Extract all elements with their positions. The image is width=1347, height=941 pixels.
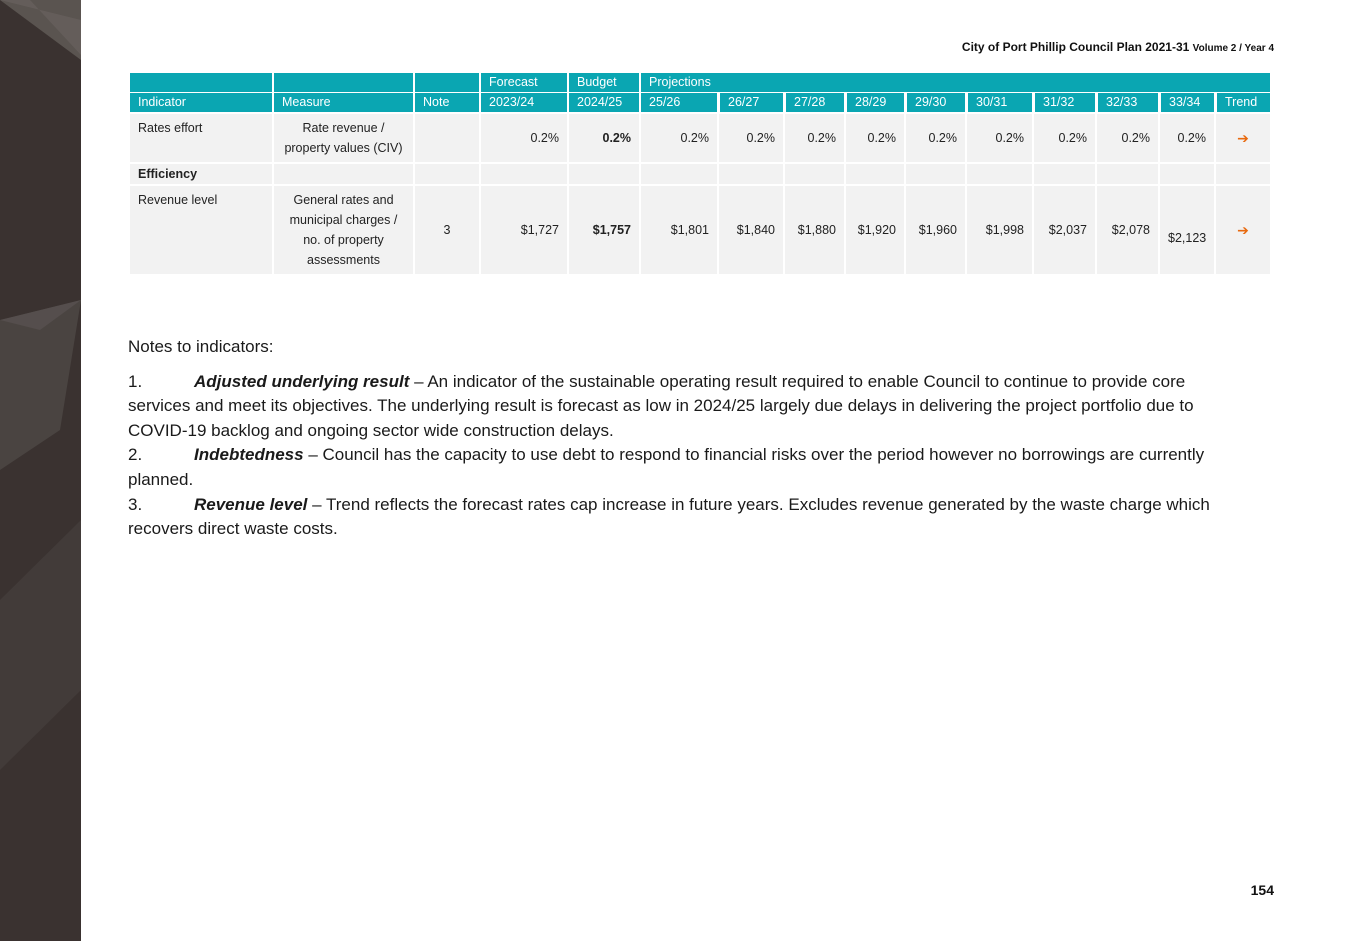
cell-empty <box>415 162 479 184</box>
note-term: Revenue level <box>194 494 308 514</box>
cell-empty <box>785 162 844 184</box>
cell-value: 0.2% <box>846 112 904 162</box>
cell-measure: General rates and municipal charges / no. of property assessments <box>274 184 413 274</box>
cell-value: 0.2% <box>967 112 1032 162</box>
note-term: Indebtedness <box>194 445 304 465</box>
cell-note: 3 <box>415 184 479 274</box>
cell-indicator: Revenue level <box>130 184 272 274</box>
group-header-empty <box>415 73 479 92</box>
cell-value: 0.2% <box>1160 112 1214 162</box>
cell-value: $1,920 <box>846 184 904 274</box>
cell-empty <box>719 162 783 184</box>
decorative-sidebar <box>0 0 81 941</box>
note-number: 1. <box>128 371 143 391</box>
cell-value: $2,123 <box>1160 184 1214 274</box>
cell-value: $1,880 <box>785 184 844 274</box>
note-term: Adjusted underlying result <box>194 371 410 391</box>
cell-value: 0.2% <box>785 112 844 162</box>
cell-value-budget: 0.2% <box>569 112 639 162</box>
group-header-forecast: Forecast <box>481 73 567 92</box>
column-header-year: 33/34 <box>1160 92 1214 112</box>
column-header-year: 26/27 <box>719 92 783 112</box>
note-item <box>128 493 1248 542</box>
trend-arrow-icon: ➔ <box>1216 112 1270 162</box>
column-header-year: 32/33 <box>1097 92 1158 112</box>
column-header-year: 31/32 <box>1034 92 1095 112</box>
cell-empty <box>846 162 904 184</box>
indicators-table <box>128 73 1272 274</box>
column-header-year: 28/29 <box>846 92 904 112</box>
document-volume: Volume 2 / Year 4 <box>1192 43 1274 54</box>
cell-value: $2,037 <box>1034 184 1095 274</box>
cell-value: 0.2% <box>1097 112 1158 162</box>
cell-value: 0.2% <box>719 112 783 162</box>
column-header-year: 30/31 <box>967 92 1032 112</box>
cell-empty <box>1216 162 1270 184</box>
table-group-header-row <box>130 73 1270 92</box>
section-label: Efficiency <box>130 162 272 184</box>
cell-value: 0.2% <box>641 112 717 162</box>
column-header-indicator: Indicator <box>130 92 272 112</box>
cell-empty <box>274 162 413 184</box>
trend-arrow-icon: ➔ <box>1216 184 1270 274</box>
cell-note <box>415 112 479 162</box>
column-header-year: 27/28 <box>785 92 844 112</box>
cell-indicator: Rates effort <box>130 112 272 162</box>
note-number: 2. <box>128 445 143 465</box>
note-item <box>128 370 1248 444</box>
cell-empty <box>1160 162 1214 184</box>
page-number: 154 <box>1250 882 1274 898</box>
cell-measure: Rate revenue / property values (CIV) <box>274 112 413 162</box>
cell-empty <box>1097 162 1158 184</box>
cell-value-budget: $1,757 <box>569 184 639 274</box>
cell-empty <box>906 162 965 184</box>
sidebar-facets <box>0 0 81 941</box>
group-header-budget: Budget <box>569 73 639 92</box>
note-text: – An indicator of the sustainable operating result required to enable Council to continue to provide core services and meet its objectives. The underlying result is forecast as low in 2024/25 largely due delays in delivering the project portfolio due to COVID-19 backlog and ongoing sector wide construction delays. <box>128 371 1194 440</box>
cell-empty <box>641 162 717 184</box>
table-row-revenue-level <box>130 184 1270 274</box>
notes-section <box>128 335 1248 542</box>
note-number: 3. <box>128 494 143 514</box>
column-header-measure: Measure <box>274 92 413 112</box>
cell-value: $1,960 <box>906 184 965 274</box>
column-header-year: 25/26 <box>641 92 717 112</box>
cell-empty <box>967 162 1032 184</box>
group-header-projections: Projections <box>641 73 1270 92</box>
cell-value: $1,998 <box>967 184 1032 274</box>
column-header-note: Note <box>415 92 479 112</box>
group-header-empty <box>274 73 413 92</box>
cell-value: 0.2% <box>1034 112 1095 162</box>
cell-value: $2,078 <box>1097 184 1158 274</box>
column-header-year: 2023/24 <box>481 92 567 112</box>
note-text: – Council has the capacity to use debt to respond to financial risks over the period however no borrowings are currently planned. <box>128 445 1205 489</box>
table-column-header-row <box>130 92 1270 112</box>
cell-value: $1,840 <box>719 184 783 274</box>
note-item <box>128 443 1248 492</box>
cell-value: $1,801 <box>641 184 717 274</box>
table-row-rates-effort <box>130 112 1270 162</box>
column-header-trend: Trend <box>1216 92 1270 112</box>
cell-empty <box>1034 162 1095 184</box>
cell-empty <box>569 162 639 184</box>
group-header-empty <box>130 73 272 92</box>
column-header-year: 29/30 <box>906 92 965 112</box>
cell-value: 0.2% <box>906 112 965 162</box>
note-text: – Trend reflects the forecast rates cap increase in future years. Excludes revenue generated by the waste charge which recovers direct waste costs. <box>128 494 1210 539</box>
page-header <box>962 40 1274 54</box>
column-header-year: 2024/25 <box>569 92 639 112</box>
document-title: City of Port Phillip Council Plan 2021-31 <box>961 40 1190 54</box>
cell-value: 0.2% <box>481 112 567 162</box>
cell-value: $1,727 <box>481 184 567 274</box>
table-section-row-efficiency <box>130 162 1270 184</box>
cell-empty <box>481 162 567 184</box>
notes-title: Notes to indicators: <box>128 337 274 356</box>
